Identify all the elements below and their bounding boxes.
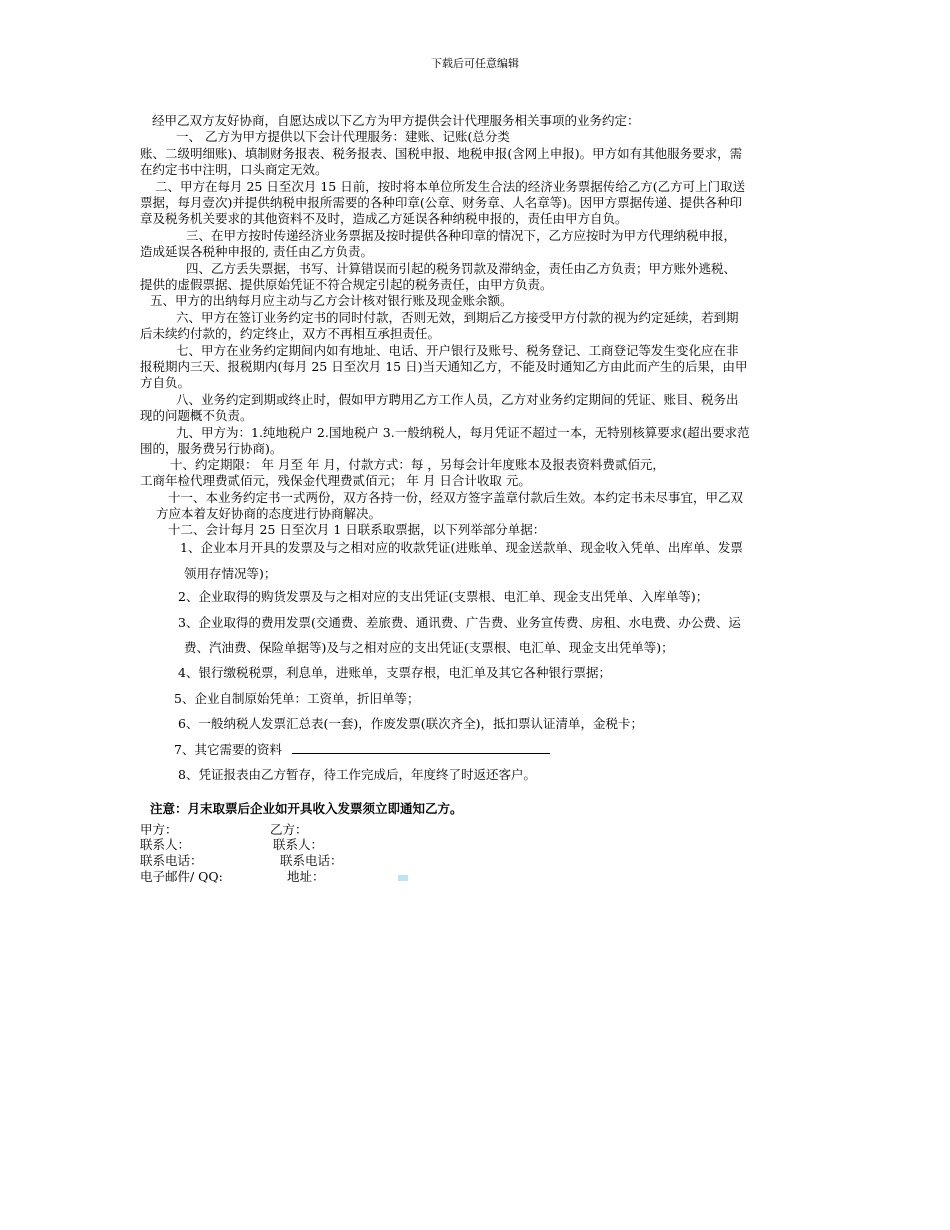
clause-6-line: 后未续约付款的，约定终止，双方不再相互承担责任。: [140, 326, 441, 341]
clause-1-line: 账、二级明细账)、填制财务报表、税务报表、国税申报、地税申报(含网上申报)。甲方如有其他服务要求，需: [140, 146, 743, 161]
clause-1-line: 一、 乙方为甲方提供以下会计代理服务：建账、记账(总分类: [176, 129, 510, 144]
clause-11-line: 方应本着友好协商的态度进行协商解决。: [156, 506, 382, 521]
party-b-address-label: 地址：: [287, 869, 325, 884]
clause-5-line: 五、甲方的出纳每月应主动与乙方会计核对银行账及现金账余额。: [150, 293, 513, 308]
list-item-4: 4、银行缴税税票，利息单，进账单，支票存根，电汇单及其它各种银行票据；: [178, 665, 611, 680]
page-header: 下载后可任意编辑: [431, 57, 519, 70]
clause-11-line: 十一、本业务约定书一式两份，双方各持一份，经双方签字盖章付款后生效。本约定书未尽事宜，甲乙双: [168, 490, 744, 505]
clause-3-line: 三、在甲方按时传递经济业务票据及按时提供各种印章的情况下，乙方应按时为甲方代理纳税申报，: [186, 228, 737, 243]
list-item-8: 8、凭证报表由乙方暂存，待工作完成后，年度终了时返还客户。: [178, 767, 536, 782]
clause-10-line: 工商年检代理费贰佰元，残保金代理费贰佰元； 年 月 日合计收取 元。: [140, 473, 531, 488]
list-item-2: 2、企业取得的购货发票及与之相对应的支出凭证(支票根、电汇单、现金支出凭单、入库单等)；: [178, 589, 709, 604]
list-item-3-cont: 费、汽油费、保险单据等)及与之相对应的支出凭证(支票根、电汇单、现金支出凭单等)；: [184, 640, 674, 655]
party-a-email-label: 电子邮件/ QQ:: [140, 869, 223, 884]
intro-line: 经甲乙双方友好协商，自愿达成以下乙方为甲方提供会计代理服务相关事项的业务约定：: [152, 113, 640, 128]
party-b-contact-label: 联系人：: [273, 837, 324, 852]
clause-8-line: 现的问题概不负责。: [140, 408, 253, 423]
clause-2-line: 二、甲方在每月 25 日至次月 15 日前，按时将本单位所发生合法的经济业务票据传给乙方(乙方可上门取送: [155, 179, 746, 194]
clause-2-line: 票据，每月壹次)并提供纳税申报所需要的各种印章(公章、财务章、人名章等)。因甲方票据传递、提供各种印: [140, 195, 743, 210]
fill-in-underline: [292, 753, 550, 754]
list-item-3: 3、企业取得的费用发票(交通费、差旅费、通讯费、广告费、业务宣传费、房租、水电费、办公费、运: [178, 615, 741, 630]
list-item-7: 7、其它需要的资料: [174, 742, 282, 757]
list-item-1: 1、企业本月开具的发票及与之相对应的收款凭证(进账单、现金送款单、现金收入凭单、出库单、发票: [180, 540, 743, 555]
clause-7-line: 七、甲方在业务约定期间内如有地址、电话、开户银行及账号、税务登记、工商登记等发生变化应在非: [176, 343, 739, 358]
party-a-phone-label: 联系电话：: [140, 853, 203, 868]
clause-12-line: 十二、会计每月 25 日至次月 1 日联系取票据，以下列举部分单据：: [168, 522, 546, 537]
list-item-5: 5、企业自制原始凭单：工资单，折旧单等；: [174, 691, 420, 706]
list-item-1-cont: 领用存情况等)；: [184, 566, 277, 581]
party-b-label: 乙方：: [270, 822, 308, 837]
clause-1-line: 在约定书中注明，口头商定无效。: [140, 162, 328, 177]
clause-7-line: 方自负。: [140, 375, 191, 390]
party-a-contact-label: 联系人：: [140, 837, 191, 852]
clause-9-line: 九、甲方为：1.纯地税户 2.国地税户 3.一般纳税人，每月凭证不超过一本，无特别核算要求(超出要求范: [176, 425, 750, 440]
party-b-phone-label: 联系电话：: [280, 853, 343, 868]
clause-2-line: 章及税务机关要求的其他资料不及时，造成乙方延误各种纳税申报的，责任由甲方自负。: [140, 211, 628, 226]
clause-7-line: 报税期内三天、报税期内(每月 25 日至次月 15 日)当天通知乙方，不能及时通知乙方由此而产生的后果，由甲: [140, 359, 748, 374]
clause-4-line: 提供的虚假票据、提供原始凭证不符合规定引起的税务责任，由甲方负责。: [140, 277, 553, 292]
clause-4-line: 四、乙方丢失票据，书写、计算错误而引起的税务罚款及滞纳金，责任由乙方负责；甲方账外逃税、: [186, 261, 737, 276]
clause-9-line: 围的，服务费另行协商)。: [140, 441, 283, 456]
clause-8-line: 八、业务约定到期或终止时，假如甲方聘用乙方工作人员，乙方对业务约定期间的凭证、账目、税务出: [176, 392, 739, 407]
clause-6-line: 六、甲方在签订业务约定书的同时付款，否则无效，到期后乙方接受甲方付款的视为约定延续，若到期: [176, 310, 739, 325]
clause-3-line: 造成延误各税种申报的, 责任由乙方负责。: [140, 244, 373, 259]
clause-10-line: 十、约定期限： 年 月至 年 月，付款方式：每 ，另每会计年度账本及报表资料费贰佰元，: [170, 457, 665, 472]
note-text: 注意：月末取票后企业如开具收入发票须立即通知乙方。: [150, 801, 463, 816]
list-item-6: 6、一般纳税人发票汇总表(一套)，作废发票(联次齐全)，抵扣票认证清单，金税卡；: [178, 716, 643, 731]
highlight-marker: [398, 875, 408, 881]
party-a-label: 甲方：: [140, 822, 178, 837]
